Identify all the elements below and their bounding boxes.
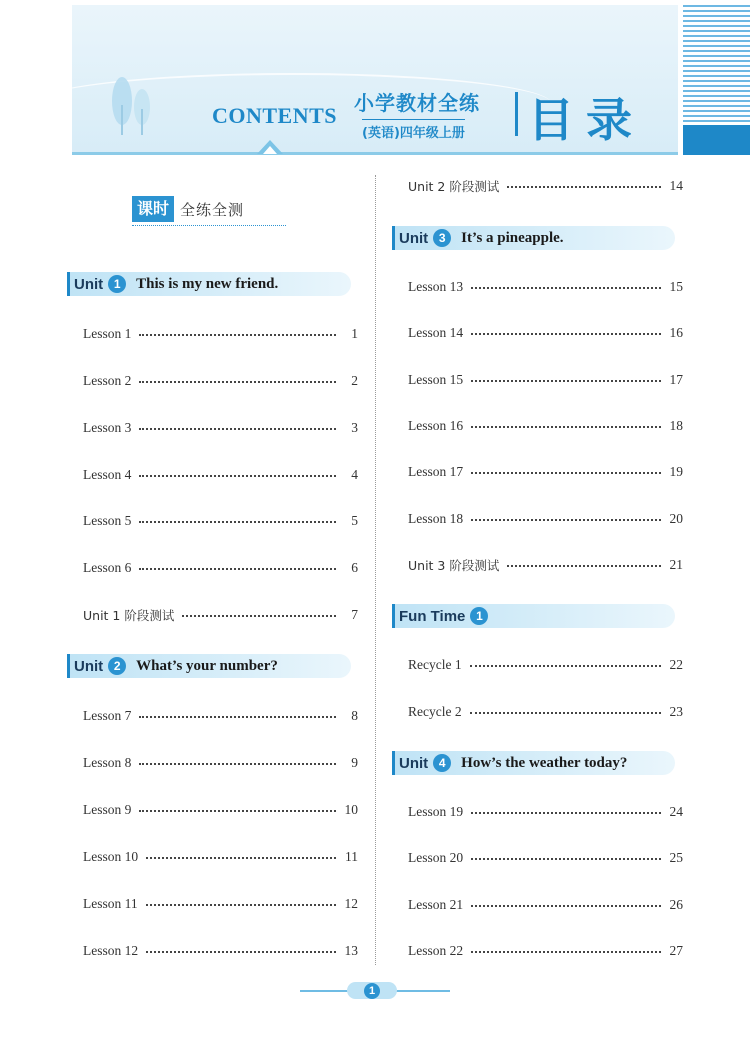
unit-number-badge: 2 [108, 657, 126, 675]
toc-page: 4 [351, 467, 358, 482]
toc-page: 25 [669, 850, 683, 865]
corner-stripes [683, 5, 750, 125]
toc-label: Lesson 3 [83, 420, 132, 435]
toc-label: Lesson 9 [83, 802, 132, 817]
unit-title: It’s a pineapple. [461, 229, 564, 246]
leader-dots [471, 519, 661, 521]
toc-label: Lesson 14 [408, 325, 464, 340]
toc-row-lesson-7[interactable] [83, 706, 358, 726]
leader-dots [139, 381, 336, 383]
leader-dots [139, 334, 336, 336]
toc-page: 20 [669, 511, 683, 526]
toc-label: Lesson 10 [83, 849, 139, 864]
toc-row-lesson-22[interactable] [408, 941, 683, 961]
leader-dots [471, 858, 661, 860]
header-baseline [72, 152, 678, 155]
unit-title: How’s the weather today? [461, 754, 628, 771]
header-divider [515, 92, 518, 136]
leader-dots [471, 812, 661, 814]
toc-label: Lesson 1 [83, 326, 132, 341]
leader-dots [507, 186, 661, 188]
unit-number-badge: 1 [108, 275, 126, 293]
toc-row-lesson-17[interactable] [408, 462, 683, 482]
toc-label: Lesson 19 [408, 804, 464, 819]
toc-label: Lesson 13 [408, 279, 464, 294]
unit-label: Unit [74, 275, 104, 293]
leader-dots [471, 426, 661, 428]
toc-page: 3 [351, 420, 358, 435]
toc-row-unit-1-test[interactable] [83, 605, 358, 625]
toc-label: Unit 2 阶段测试 [408, 179, 500, 194]
leader-dots [139, 428, 336, 430]
leader-dots [471, 905, 661, 907]
toc-row-lesson-14[interactable] [408, 323, 683, 343]
unit-label: Unit [399, 754, 429, 772]
toc-page: 19 [669, 464, 683, 479]
unit-1-header[interactable] [67, 272, 351, 296]
toc-label: Lesson 15 [408, 372, 464, 387]
leader-dots [139, 716, 336, 718]
leader-dots [470, 665, 661, 667]
toc-page: 18 [669, 418, 683, 433]
toc-label: Lesson 22 [408, 943, 464, 958]
book-subtitle: (英语)四年级上册 [362, 119, 465, 141]
toc-page: 23 [669, 704, 683, 719]
footer-line-left [300, 990, 350, 992]
toc-page: 11 [345, 849, 358, 864]
toc-row-lesson-1[interactable] [83, 324, 358, 344]
toc-label: Lesson 5 [83, 513, 132, 528]
leader-dots [146, 951, 336, 953]
book-title: 小学教材全练 [354, 91, 480, 115]
contents-heading: CONTENTS [212, 103, 338, 128]
toc-row-lesson-9[interactable] [83, 800, 358, 820]
leader-dots [471, 951, 661, 953]
leader-dots [471, 472, 661, 474]
toc-row-lesson-8[interactable] [83, 753, 358, 773]
page-number-pill [347, 982, 397, 999]
toc-row-unit-3-test[interactable] [408, 555, 683, 575]
toc-label: Lesson 16 [408, 418, 464, 433]
toc-page: 1 [351, 326, 358, 341]
toc-page: 7 [351, 607, 358, 622]
column-divider [375, 175, 376, 965]
toc-label: Recycle 2 [408, 704, 462, 719]
toc-page: 10 [344, 802, 358, 817]
toc-label: Recycle 1 [408, 657, 462, 672]
toc-label: Lesson 2 [83, 373, 132, 388]
leader-dots [139, 475, 336, 477]
toc-page: 16 [669, 325, 683, 340]
toc-row-lesson-19[interactable] [408, 802, 683, 822]
toc-page: 9 [351, 755, 358, 770]
toc-page: 5 [351, 513, 358, 528]
leader-dots [507, 565, 661, 567]
toc-page: 14 [669, 178, 683, 193]
toc-row-lesson-2[interactable] [83, 371, 358, 391]
toc-page: 13 [344, 943, 358, 958]
toc-page: 22 [669, 657, 683, 672]
toc-row-lesson-20[interactable] [408, 848, 683, 868]
toc-page: 8 [351, 708, 358, 723]
badge-main-label: 课时 [132, 196, 174, 222]
footer-line-right [395, 990, 450, 992]
toc-label: Lesson 20 [408, 850, 464, 865]
toc-row-lesson-4[interactable] [83, 465, 358, 485]
leader-dots [471, 380, 661, 382]
toc-page: 27 [669, 943, 683, 958]
unit-4-header[interactable] [392, 751, 675, 775]
unit-number-badge: 4 [433, 754, 451, 772]
toc-page: 26 [669, 897, 683, 912]
unit-2-header[interactable] [67, 654, 351, 678]
toc-label: Lesson 11 [83, 896, 138, 911]
page-number: 1 [364, 983, 380, 999]
toc-label: Lesson 7 [83, 708, 132, 723]
toc-label: Lesson 8 [83, 755, 132, 770]
fun-time-number-badge: 1 [470, 607, 488, 625]
leader-dots [470, 712, 661, 714]
leader-dots [471, 333, 661, 335]
toc-label: Lesson 12 [83, 943, 139, 958]
unit-title: This is my new friend. [136, 275, 279, 292]
leader-dots [139, 521, 336, 523]
leader-dots [182, 615, 336, 617]
toc-page: 21 [669, 557, 683, 572]
toc-row-recycle-1[interactable] [408, 655, 683, 675]
badge-underline [132, 225, 286, 226]
toc-row-lesson-5[interactable] [83, 511, 358, 531]
toc-label: Lesson 6 [83, 560, 132, 575]
corner-block [683, 125, 750, 155]
toc-row-lesson-15[interactable] [408, 370, 683, 390]
toc-page: 17 [669, 372, 683, 387]
leader-dots [146, 904, 336, 906]
page-title: 目录 [528, 93, 644, 147]
toc-page: 24 [669, 804, 683, 819]
badge-sub-label: 全练全测 [180, 200, 245, 219]
fun-time-label: Fun Time [399, 607, 466, 625]
toc-row-lesson-21[interactable] [408, 895, 683, 915]
unit-3-header[interactable] [392, 226, 675, 250]
leader-dots [139, 810, 336, 812]
unit-number-badge: 3 [433, 229, 451, 247]
leader-dots [139, 763, 336, 765]
toc-label: Unit 3 阶段测试 [408, 558, 500, 573]
toc-label: Lesson 4 [83, 467, 132, 482]
toc-row-lesson-18[interactable] [408, 509, 683, 529]
fun-time-1-header[interactable] [392, 604, 675, 628]
leader-dots [146, 857, 336, 859]
trees-illustration [102, 75, 162, 137]
toc-label: Lesson 18 [408, 511, 464, 526]
unit-title: What’s your number? [136, 657, 278, 674]
toc-row-lesson-13[interactable] [408, 277, 683, 297]
leader-dots [471, 287, 661, 289]
toc-row-lesson-11[interactable] [83, 894, 358, 914]
toc-row-lesson-10[interactable] [83, 847, 358, 867]
toc-row-lesson-3[interactable] [83, 418, 358, 438]
toc-row-unit-2-test[interactable] [408, 176, 683, 196]
toc-row-lesson-16[interactable] [408, 416, 683, 436]
toc-page: 15 [669, 279, 683, 294]
section-badge [132, 196, 244, 222]
toc-label: Unit 1 阶段测试 [83, 608, 175, 623]
toc-row-recycle-2[interactable] [408, 702, 683, 722]
toc-page: 2 [351, 373, 358, 388]
header-pointer-inner [263, 146, 277, 154]
toc-row-lesson-6[interactable] [83, 558, 358, 578]
toc-row-lesson-12[interactable] [83, 941, 358, 961]
unit-label: Unit [74, 657, 104, 675]
toc-page: 6 [351, 560, 358, 575]
toc-label: Lesson 21 [408, 897, 464, 912]
toc-page: 12 [344, 896, 358, 911]
leader-dots [139, 568, 336, 570]
toc-label: Lesson 17 [408, 464, 464, 479]
unit-label: Unit [399, 229, 429, 247]
